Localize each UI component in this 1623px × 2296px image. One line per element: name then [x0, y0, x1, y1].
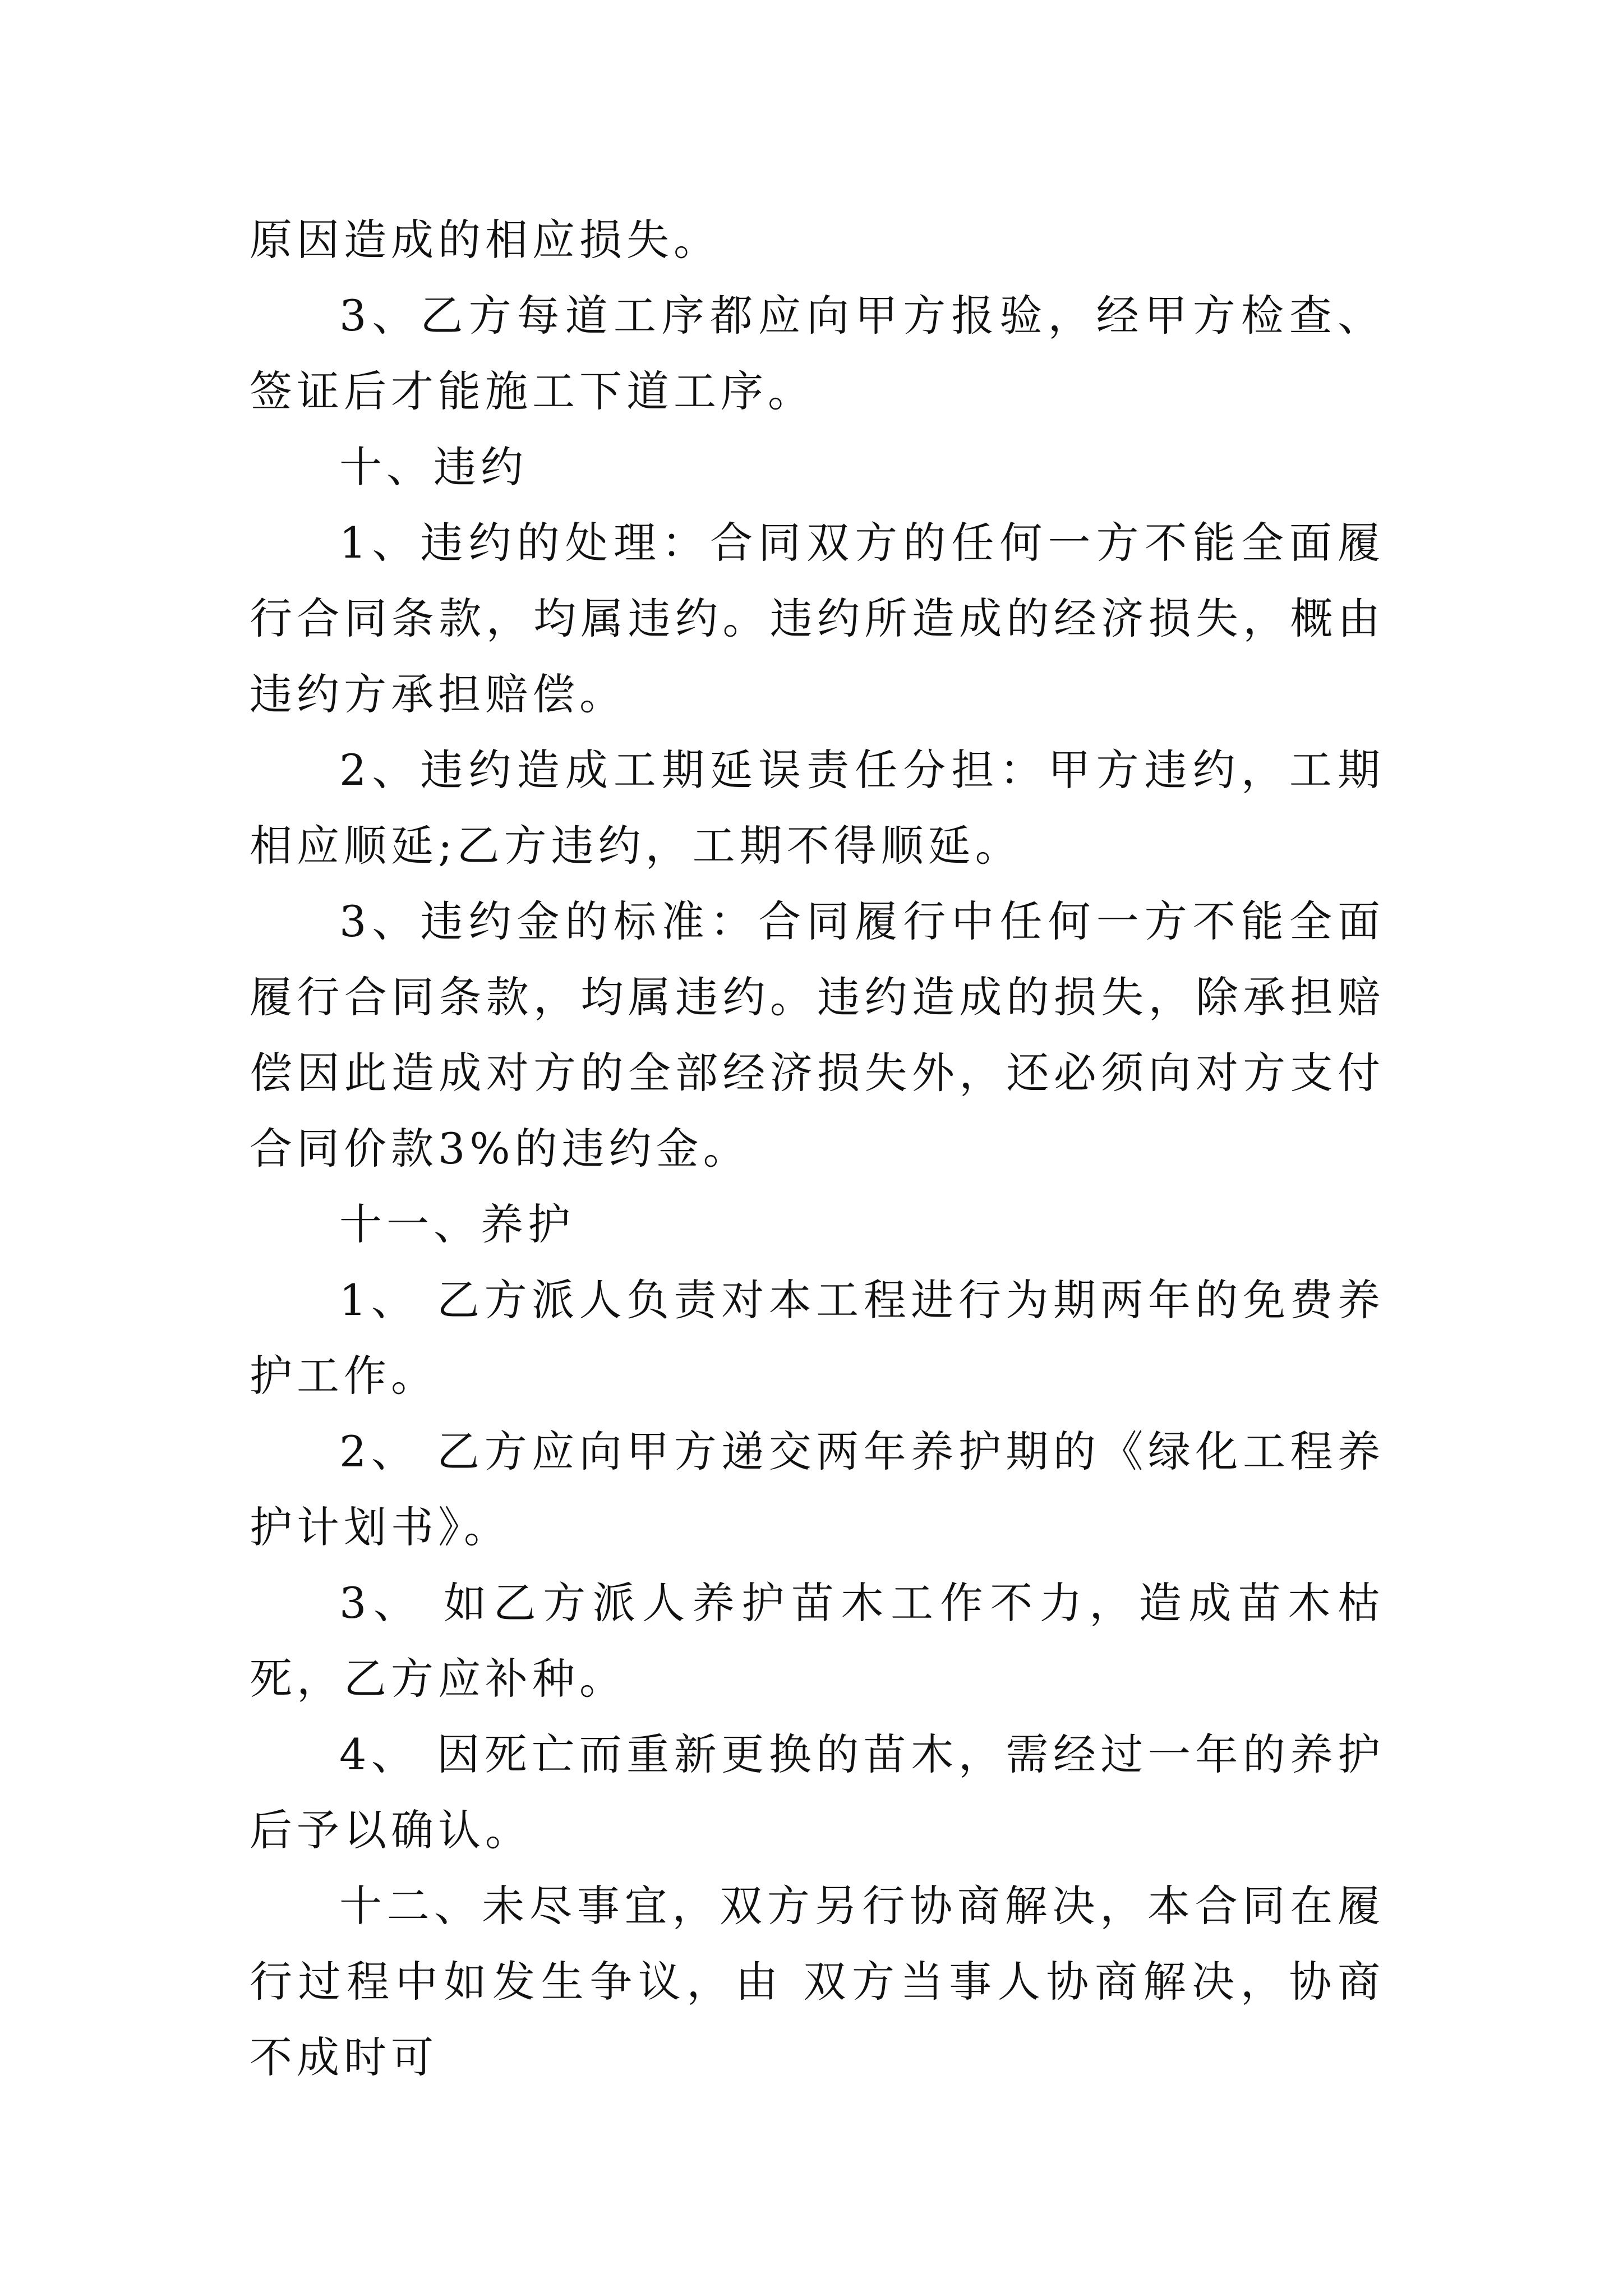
- paragraph-replanting: 3、 如乙方派人养护苗木工作不力，造成苗木枯死，乙方应补种。: [250, 1578, 1385, 1704]
- paragraph-delay-responsibility: 2、违约造成工期延误责任分担：甲方违约，工期相应顺延;乙方违约，工期不得顺延。: [250, 745, 1385, 871]
- paragraph-penalty-standard: 3、违约金的标准：合同履行中任何一方不能全面履行合同条款，均属违约。违约造成的损失，除承担赔偿因此造成对方的全部经济损失外，还必须向对方支付合同价款3%的违约金。: [250, 896, 1385, 1174]
- paragraph-replacement-confirmation: 4、 因死亡而重新更换的苗木，需经过一年的养护后予以确认。: [250, 1729, 1385, 1855]
- paragraph-inspection-clause: 3、乙方每道工序都应向甲方报验，经甲方检查、签证后才能施工下道工序。: [250, 291, 1385, 416]
- paragraph-maintenance-plan: 2、 乙方应向甲方递交两年养护期的《绿化工程养护计划书》。: [250, 1427, 1385, 1552]
- paragraph-continuation: 原因造成的相应损失。: [250, 215, 721, 265]
- paragraph-breach-handling: 1、违约的处理：合同双方的任何一方不能全面履行合同条款，均属违约。违约所造成的经济损失，概由违约方承担赔偿。: [250, 518, 1385, 719]
- section-heading-breach: 十、违约: [339, 442, 528, 492]
- paragraph-dispute-resolution: 十二、未尽事宜，双方另行协商解决，本合同在履行过程中如发生争议，由 双方当事人协商解决，协商不成时可: [250, 1881, 1385, 2082]
- paragraph-free-maintenance: 1、 乙方派人负责对本工程进行为期两年的免费养护工作。: [250, 1275, 1385, 1401]
- section-heading-maintenance: 十一、养护: [339, 1199, 575, 1249]
- document-body: [250, 202, 1385, 2095]
